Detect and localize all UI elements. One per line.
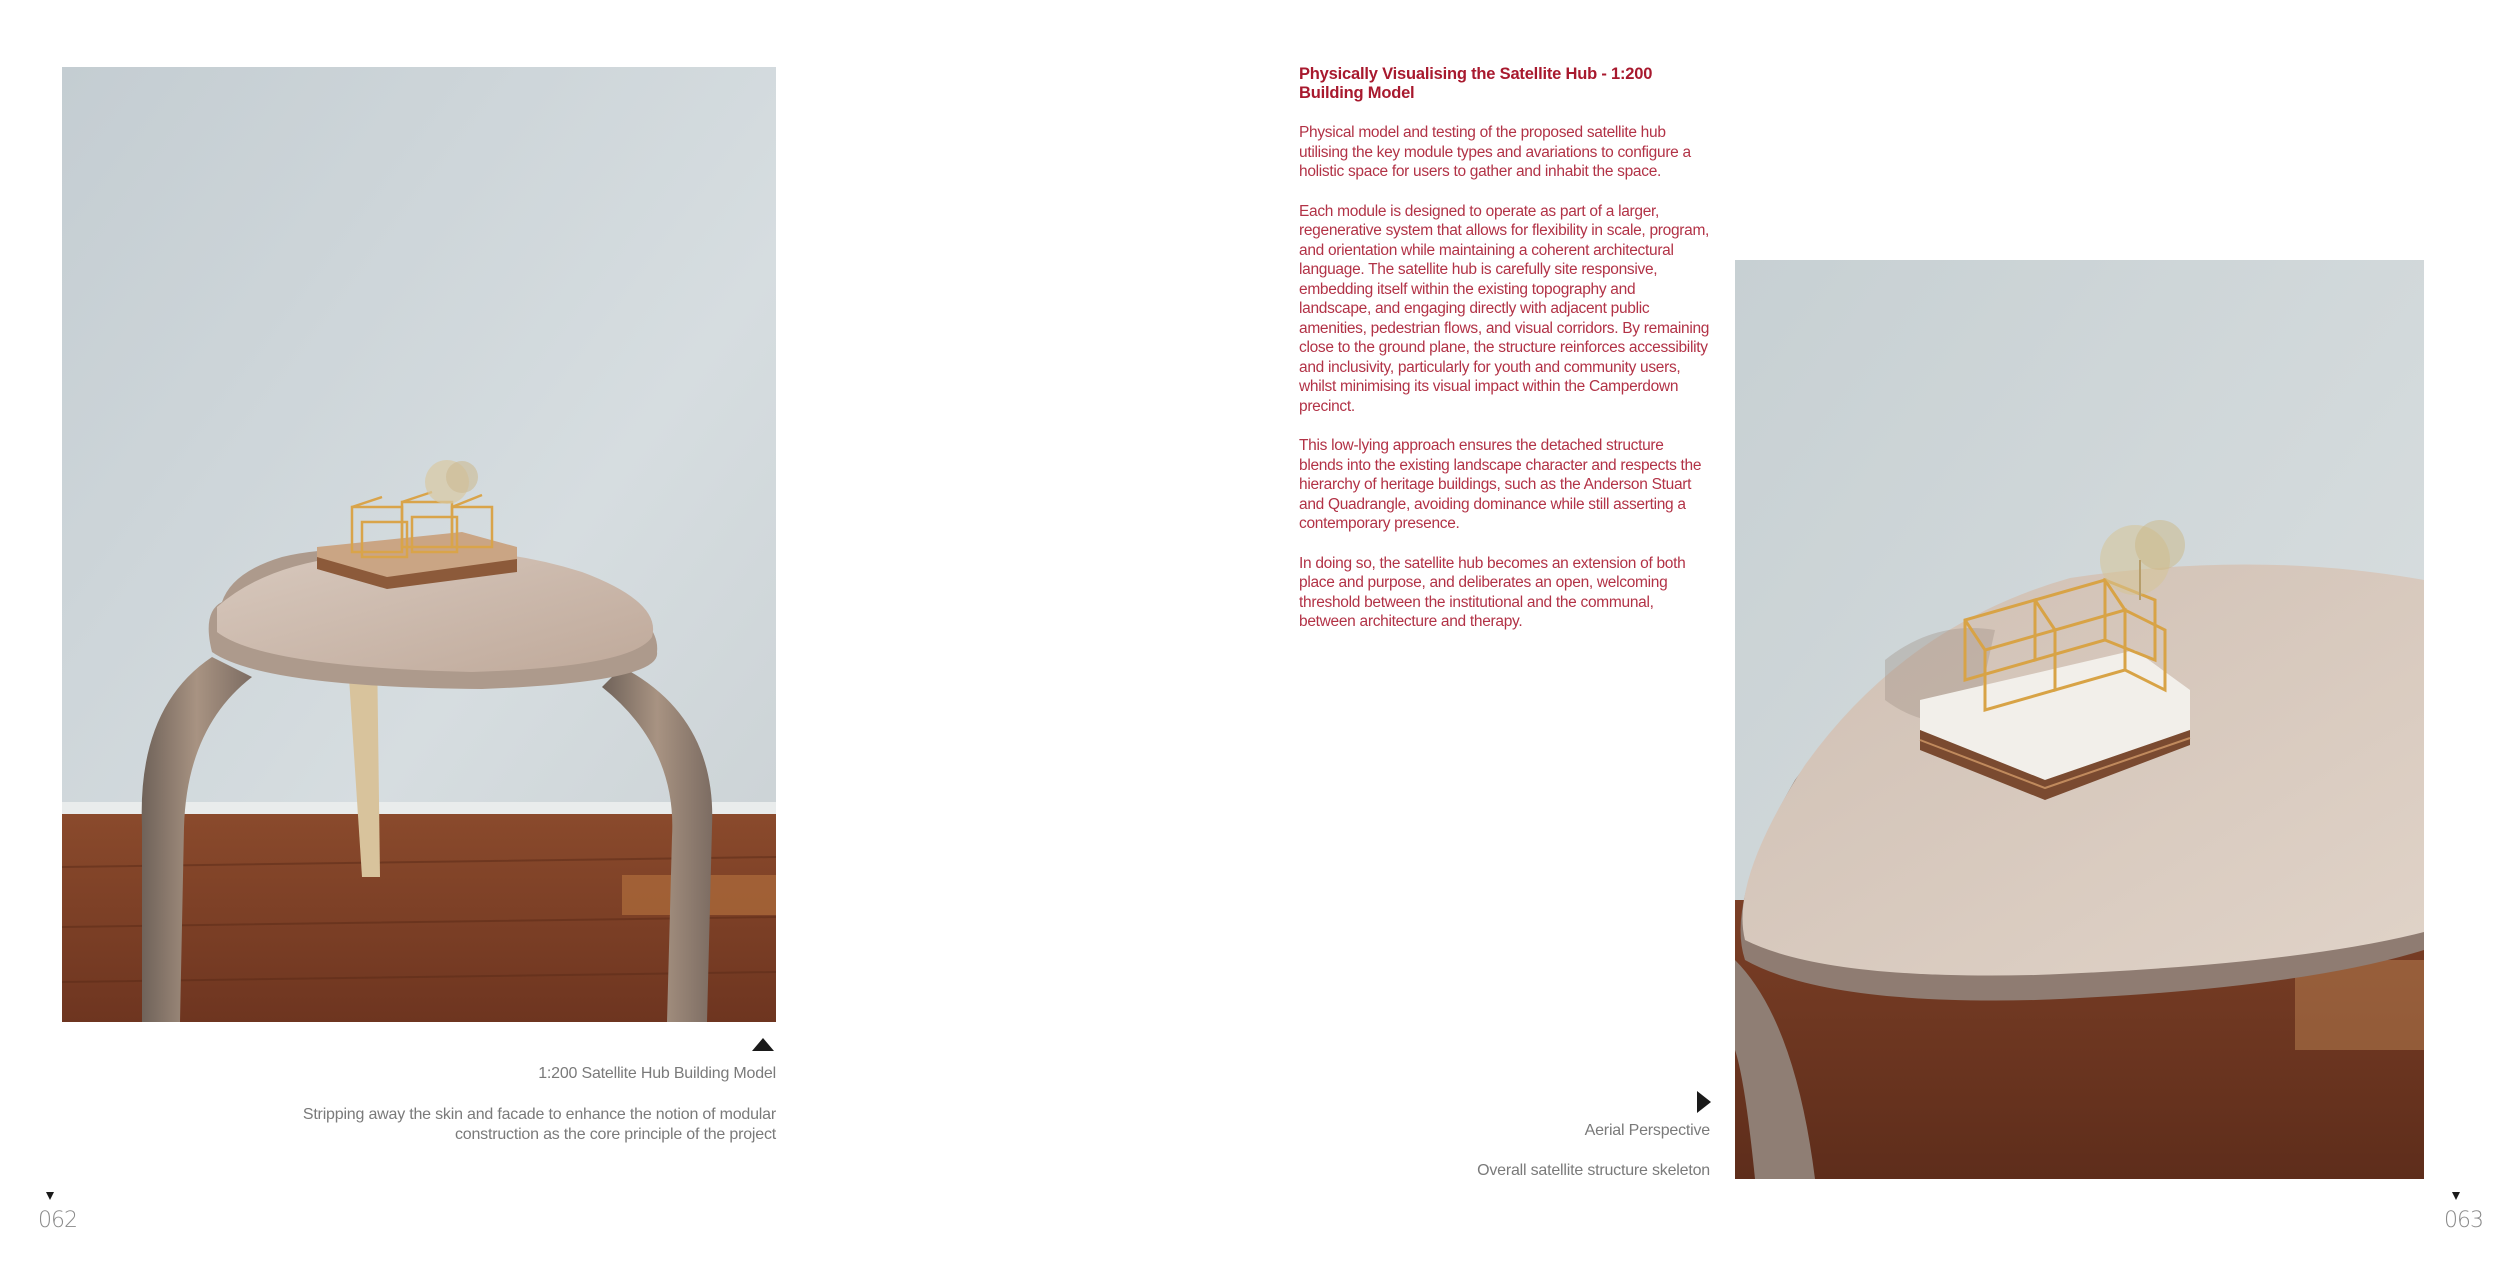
left-caption-description: Stripping away the skin and facade to enhance the notion of modular construction as the core principle of the project [302,1106,776,1143]
page-number-left: 062 [38,1208,77,1233]
article-heading: Physically Visualising the Satellite Hub - 1:200 Building Model [1299,65,1653,102]
page-number-right: 063 [2444,1208,2483,1233]
caption-pointer-up-icon [752,1038,774,1051]
page-marker-icon [2452,1192,2460,1200]
photo-aerial-perspective [1735,260,2424,1179]
paragraph: This low-lying approach ensures the detached structure blends into the existing landscape character and respects the hierarchy of heritage buildings, such as the Anderson Stuart and Quadrangle, avoiding dominance while still asserting a contemporary presence. [1299,437,1702,532]
paragraph: Physical model and testing of the proposed satellite hub utilising the key module types and avariations to configure a holistic space for users to gather and inhabit the space. [1299,124,1691,180]
photo-model-on-stool [62,67,776,1022]
right-caption-description: Overall satellite structure skeleton [1477,1162,1710,1179]
article-text-block [1299,65,1711,652]
paragraph: Each module is designed to operate as part of a larger, regenerative system that allows for flexibility in scale, program, and orientation while maintaining a coherent architectural language. The satellite hub is carefully site responsive, embedding itself within the existing topography and landscape, and engaging directly with adjacent public amenities, pedestrian flows, and visual corridors. By remaining close to the ground plane, the structure reinforces accessibility and inclusivity, particularly for youth and community users, whilst minimising its visual impact within the Camperdown precinct. [1299,202,1710,415]
page-marker-icon [46,1192,54,1200]
right-caption-title: Aerial Perspective [1584,1122,1710,1139]
paragraph: In doing so, the satellite hub becomes an extension of both place and purpose, and deliberates an open, welcoming threshold between the institutional and the communal, between architecture and therapy. [1299,554,1686,630]
caption-pointer-right-icon [1697,1091,1711,1113]
left-caption-title: 1:200 Satellite Hub Building Model [538,1065,776,1082]
